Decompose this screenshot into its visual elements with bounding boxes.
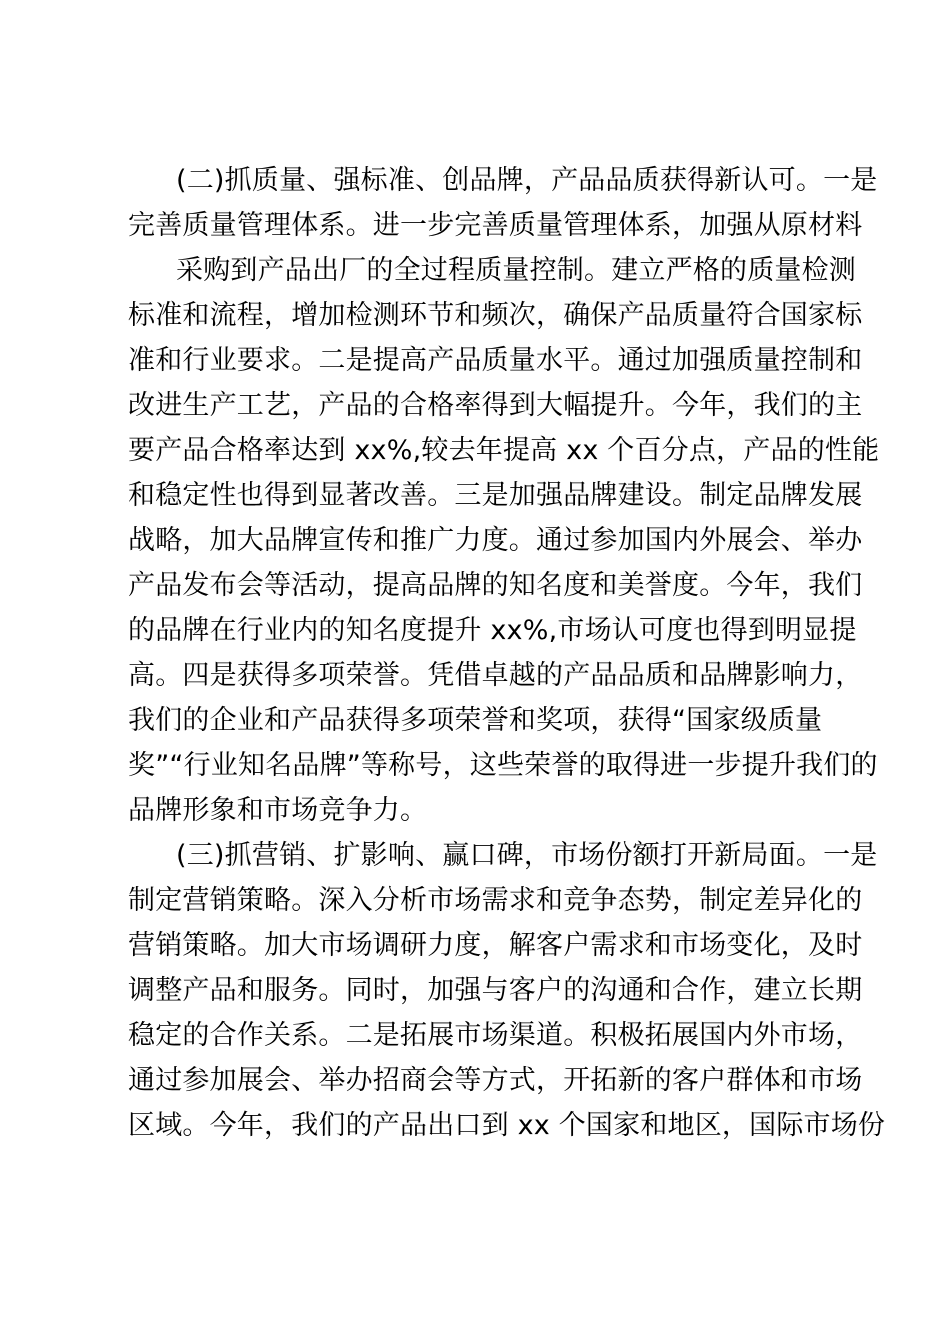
paragraph-3-line-4: 调整产品和服务。同时，加强与客户的沟通和合作，建立长期 (128, 975, 863, 1006)
paragraph-3-line-5: 稳定的合作关系。二是拓展市场渠道。积极拓展国内外市场， (128, 1020, 863, 1051)
paragraph-2-line-12: 高。四是获得多项荣誉。凭借卓越的产品品质和品牌影响力， (128, 660, 863, 691)
paragraph-3-line-3: 营销策略。加大市场调研力度，解客户需求和市场变化，及时 (128, 930, 863, 961)
paragraph-2-line-14: 奖”“行业知名品牌”等称号，这些荣誉的取得进一步提升我们的 (128, 750, 878, 781)
paragraph-2-line-7: 要产品合格率达到 xx%,较去年提高 xx 个百分点，产品的性能 (128, 435, 880, 466)
paragraph-2-line-13: 我们的企业和产品获得多项荣誉和奖项，获得“国家级质量 (128, 705, 823, 736)
paragraph-3-line-6: 通过参加展会、举办招商会等方式，开拓新的客户群体和市场 (128, 1065, 863, 1096)
paragraph-2-line-6: 改进生产工艺，产品的合格率得到大幅提升。今年，我们的主 (128, 390, 863, 421)
paragraph-2-line-2: 完善质量管理体系。进一步完善质量管理体系，加强从原材料 (128, 210, 863, 241)
paragraph-2-line-5: 准和行业要求。二是提高产品质量水平。通过加强质量控制和 (128, 345, 863, 376)
paragraph-2-line-9: 战略，加大品牌宣传和推广力度。通过参加国内外展会、举办 (128, 525, 863, 556)
paragraph-2-line-10: 产品发布会等活动，提高品牌的知名度和美誉度。今年，我们 (128, 570, 863, 601)
paragraph-2-line-1: (二)抓质量、强标准、创品牌，产品品质获得新认可。一是 (176, 165, 878, 196)
paragraph-3-line-7: 区域。今年，我们的产品出口到 xx 个国家和地区，国际市场份 (128, 1110, 886, 1141)
paragraph-2-line-4: 标准和流程，增加检测环节和频次，确保产品质量符合国家标 (128, 300, 863, 331)
paragraph-2-line-8: 和稳定性也得到显著改善。三是加强品牌建设。制定品牌发展 (128, 480, 863, 511)
paragraph-2-line-15: 品牌形象和市场竞争力。 (128, 795, 428, 826)
paragraph-3-line-2: 制定营销策略。深入分析市场需求和竞争态势，制定差异化的 (128, 885, 863, 916)
paragraph-2-line-3: 采购到产品出厂的全过程质量控制。建立严格的质量检测 (176, 255, 856, 286)
paragraph-3-line-1: (三)抓营销、扩影响、赢口碑，市场份额打开新局面。一是 (176, 840, 878, 871)
paragraph-2-line-11: 的品牌在行业内的知名度提升 xx%,市场认可度也得到明显提 (128, 615, 857, 646)
